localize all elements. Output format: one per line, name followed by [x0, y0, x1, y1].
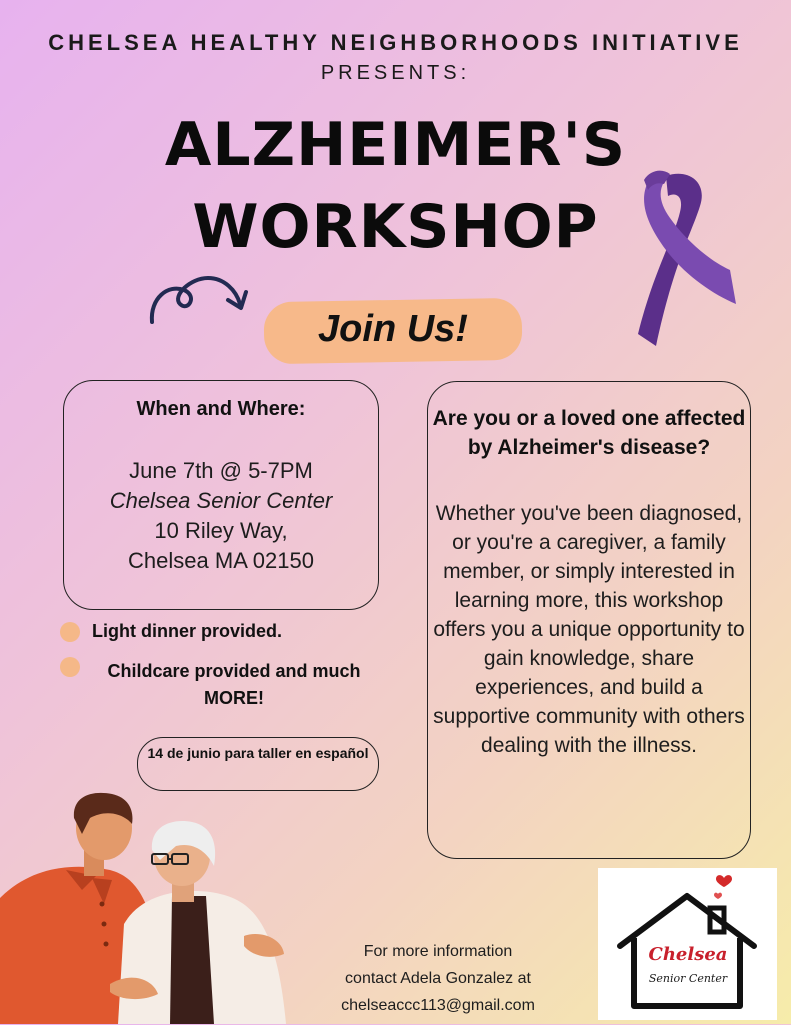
contact-line-1: For more information — [363, 943, 513, 960]
people-illustration — [0, 788, 300, 1024]
contact-line-2: contact Adela Gonzalez at — [345, 970, 531, 987]
bullet-dot — [60, 622, 80, 642]
question-body: Whether you've been diagnosed, or you're a caregiver, a family member, or simply interested in learning more, this workshop offers you a unique opportunity to gain knowledge, share experiences, and build a supportive community with others dealing with the illness. — [433, 502, 745, 757]
title-line-2: WORKSHOP — [192, 192, 599, 262]
bullet-childcare: Childcare provided and much MORE! — [107, 661, 361, 708]
spanish-note: 14 de junio para taller en español — [147, 745, 369, 761]
logo-name: Chelsea — [648, 944, 728, 965]
bullet-dot — [60, 657, 80, 677]
question-title: Are you or a loved one affected by Alzheimer's disease? — [432, 407, 746, 459]
event-venue: Chelsea Senior Center — [109, 488, 333, 513]
event-street: 10 Riley Way, — [154, 518, 288, 543]
logo-subtitle: Senior Center — [648, 972, 728, 985]
when-where-title: When and Where: — [136, 398, 306, 420]
bullet-dinner: Light dinner provided. — [92, 621, 282, 641]
join-us-banner — [264, 300, 522, 362]
join-us-text: Join Us! — [318, 308, 468, 350]
event-date: June 7th @ 5-7PM — [129, 458, 313, 483]
contact-info — [318, 938, 558, 1019]
event-city: Chelsea MA 02150 — [128, 548, 314, 573]
curved-arrow-icon — [146, 268, 250, 328]
presents-label: PRESENTS: — [320, 62, 471, 84]
purple-ribbon-icon — [618, 162, 748, 352]
contact-email[interactable]: chelseaccc113@gmail.com — [341, 997, 535, 1014]
title-line-1: ALZHEIMER'S — [164, 110, 627, 180]
hearts-icon — [714, 875, 732, 899]
org-name: CHELSEA HEALTHY NEIGHBORHOODS INITIATIVE — [48, 30, 743, 55]
